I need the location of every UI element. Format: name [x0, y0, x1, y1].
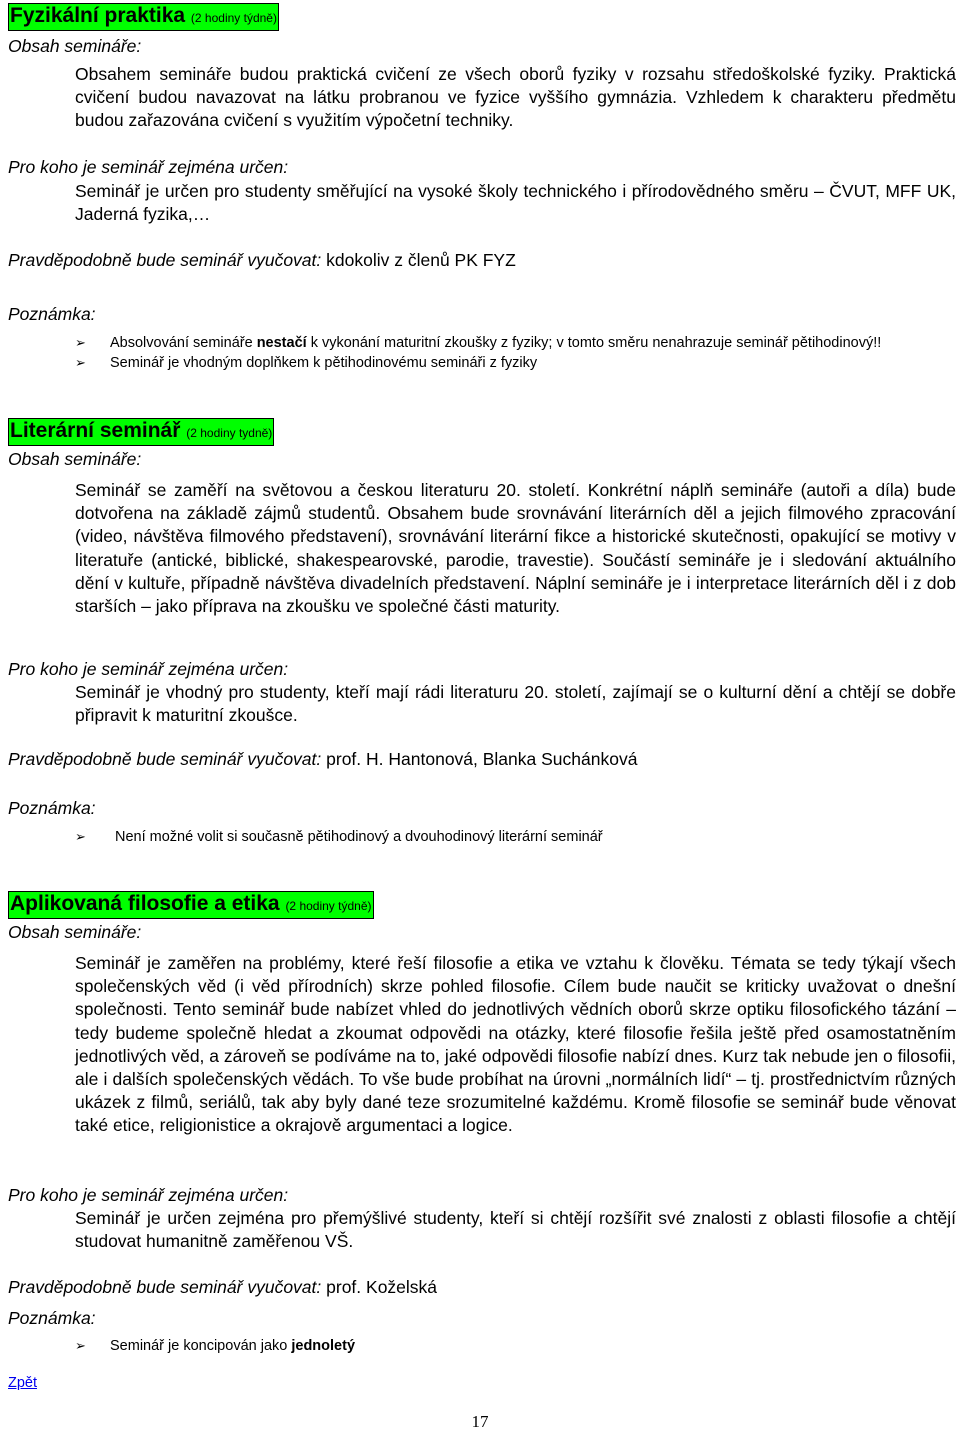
- content-label: Obsah semináře:: [8, 36, 142, 56]
- section-title-literarni-seminar: [8, 418, 956, 446]
- audience-paragraph: Seminář je vhodný pro studenty, kteří mají rádi literaturu 20. století, zajímají se o kulturní dění a chtějí se dobře připravit k maturitní zkoušce.: [75, 682, 956, 726]
- teacher-line: Pravděpodobně bude seminář vyučovat: prof. Koželská: [8, 1277, 438, 1297]
- note-list: [75, 334, 956, 373]
- note-item: ➢ Není možné volit si současně pětihodinový a dvouhodinový literární seminář: [75, 828, 956, 847]
- note-list: [75, 828, 956, 847]
- section-title-fyzikalni-praktika: [8, 3, 956, 31]
- section-heading: Literární seminář (2 hodiny tydně): [8, 418, 274, 446]
- content-label: Obsah semináře:: [8, 922, 142, 942]
- audience-paragraph: Seminář je určen zejména pro přemýšlivé studenty, kteří si chtějí rozšířit své znalosti z oblasti filosofie a chtějí studovat humanitně zaměřenou VŠ.: [75, 1208, 956, 1252]
- content-paragraph: Obsahem semináře budou praktická cvičení ze všech oborů fyziky v rozsahu středoškolské fyziky. Praktická cvičení budou navazovat na látku probranou ve fyzice vyššího gymnázia. Vzhledem k charakteru předmětu budou zařazována cvičení s využitím výpočetní techniky.: [75, 64, 956, 131]
- section-heading: Aplikovaná filosofie a etika (2 hodiny týdně): [8, 891, 374, 919]
- note-label: Poznámka:: [8, 798, 96, 818]
- note-item: ➢ Seminář je vhodným doplňkem k pětihodinovému semináři z fyziky: [75, 354, 956, 373]
- note-label: Poznámka:: [8, 1308, 96, 1328]
- note-item: ➢ Absolvování semináře nestačí k vykonání maturitní zkoušky z fyziky; v tomto směru nenahrazuje seminář pětihodinový!!: [75, 334, 956, 353]
- back-link[interactable]: Zpět: [8, 1375, 38, 1391]
- note-list: [75, 1337, 956, 1356]
- teacher-line: Pravděpodobně bude seminář vyučovat: prof. H. Hantonová, Blanka Suchánková: [8, 749, 638, 769]
- section-heading: Fyzikální praktika (2 hodiny týdně): [8, 3, 279, 31]
- content-label: Obsah semináře:: [8, 449, 142, 469]
- teacher-value: prof. H. Hantonová, Blanka Suchánková: [326, 749, 638, 769]
- note-item: ➢ Seminář je koncipován jako jednoletý: [75, 1337, 956, 1356]
- page-number: 17: [471, 1412, 489, 1431]
- content-paragraph: Seminář je zaměřen na problémy, které řeší filosofie a etika ve vztahu k člověku. Témata se tedy týkají všech společenských věd (i věd přírodních) skrze pohled filosofie. Cílem bude naučit se kriticky uvažovat o dnešní společnosti. Tento seminář bude nabízet vhled do jednotlivých vědních oborů skrze optiku filosofického tázání – tedy budeme společně hledat a zkoumat odpovědi na otázky, které filosofie řešila ještě před osamostatněním jednotlivých věd, a zároveň se podíváme na to, jaké odpovědi filosofie nabízí dnes. Kurz tak nebude jen o filosofii, ale i dalších společenských vědách. To vše bude probíhat na úrovni „normálních lidí“ – tj. prostřednictvím různých ukázek z filmů, seriálů, tak aby byly dané teze srozumitelné každému. Kromě filosofie se seminář bude věnovat také etice, religionistice a okrajově argumentaci a logice.: [75, 953, 956, 1136]
- audience-label: Pro koho je seminář zejména určen:: [8, 1185, 289, 1205]
- section-title-aplikovana-filosofie: [8, 891, 956, 919]
- teacher-value: prof. Koželská: [326, 1277, 438, 1297]
- audience-label: Pro koho je seminář zejména určen:: [8, 157, 289, 177]
- teacher-value: kdokoliv z členů PK FYZ: [326, 250, 516, 270]
- note-label: Poznámka:: [8, 304, 96, 324]
- content-paragraph: Seminář se zaměří na světovou a českou literaturu 20. století. Konkrétní náplň semináře (autoři a díla) bude dotvořena na základě zájmů studentů. Obsahem bude srovnávání literárních děl a jejich filmového zpracování (video, návštěva filmového představení), srovnávání literární fikce a historické skutečnosti, opakující se motivy v literatuře (antické, biblické, shakespearovské, parodie, travestie). Součástí semináře je i sledování aktuálního dění v kultuře, případně návštěva divadelních představení. Náplní semináře je i interpretace literárních děl i z dob starších – jako příprava na zkoušku ve společné části maturity.: [75, 480, 956, 617]
- teacher-line: Pravděpodobně bude seminář vyučovat: kdokoliv z členů PK FYZ: [8, 250, 516, 270]
- audience-label: Pro koho je seminář zejména určen:: [8, 659, 289, 679]
- audience-paragraph: Seminář je určen pro studenty směřující na vysoké školy technického i přírodovědného směru – ČVUT, MFF UK, Jaderná fyzika,…: [75, 181, 956, 225]
